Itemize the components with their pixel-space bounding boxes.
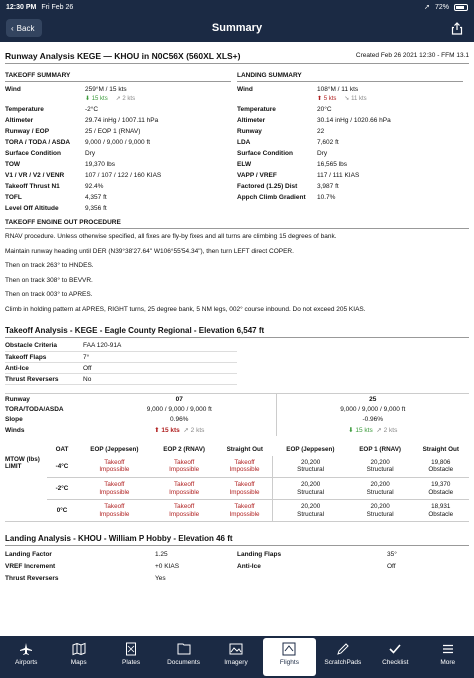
mtow-cell [273, 478, 348, 500]
cell-line1: 20,200 [370, 458, 390, 466]
tab-checklist[interactable] [369, 636, 421, 678]
row-value: 25 / EOP 1 (RNAV) [85, 128, 141, 135]
row-value: +0 KIAS [155, 563, 180, 570]
tab-plates[interactable] [105, 636, 157, 678]
mtow-cell [152, 456, 217, 478]
cell-line2: Structural [366, 510, 394, 518]
cell-line1: 20,200 [300, 503, 321, 510]
status-bar [0, 0, 474, 14]
share-button[interactable] [448, 19, 466, 37]
landing-row [5, 550, 237, 562]
status-time: 12:30 PM [6, 3, 37, 11]
table-row [5, 363, 237, 374]
landing-analysis [5, 550, 469, 586]
table-row [5, 425, 469, 436]
cell-line2: Impossible [99, 510, 130, 518]
procedure-line: Then on track 308° to BEVVR. [5, 276, 93, 284]
chevron-left-icon: ‹ [11, 23, 14, 33]
tailwind-value: 15 kts [161, 427, 180, 435]
cell-line2: Obstacle [428, 488, 454, 496]
col-header: EOP 2 (RNAV) [163, 445, 206, 453]
table-row [5, 394, 469, 405]
tab-documents[interactable] [157, 636, 209, 678]
tab-maps[interactable] [52, 636, 104, 678]
mtow-cell [273, 456, 348, 478]
landing-row [237, 193, 463, 204]
row-key: Level Off Altitude [5, 205, 59, 212]
landing-row [237, 138, 463, 149]
row-value: 9,000 / 9,000 / 9,000 ft [85, 139, 151, 146]
cell-line1: 20,200 [370, 503, 390, 510]
back-label: Back [16, 23, 35, 33]
row-key: ELW [237, 161, 252, 168]
slope-25: -0.96% [276, 415, 469, 426]
row-key: Obstacle Criteria [5, 341, 83, 352]
procedure-line: Then on track 003° to APRES. [5, 291, 93, 298]
landing-summary [237, 69, 469, 215]
pencil-icon [336, 642, 350, 656]
procedure-line: Maintain runway heading until DER (N39°38'27.64" W106°55'54.34"), then turn LEFT direct COPER. [5, 247, 294, 255]
documents-icon [177, 642, 191, 656]
mtow-cell [348, 500, 413, 522]
landing-row [237, 127, 463, 138]
row-value: 20°C [317, 106, 332, 113]
col-header: EOP (Jeppesen) [90, 445, 139, 453]
row-value: 107 / 107 / 122 / 160 KIAS [85, 172, 162, 179]
tora-label: TORA/TODA/ASDA [5, 405, 64, 413]
cell-line1: Takeoff [174, 503, 195, 510]
row-value: 92.4% [85, 183, 104, 190]
crosswind-component: ➚ 2 kts [183, 427, 205, 435]
landing-row [237, 149, 463, 160]
landing-row [237, 562, 469, 574]
crosswind-value: 2 kts [190, 427, 205, 435]
crosswind-value: 2 kts [383, 427, 398, 435]
cell-line2: Obstacle [428, 510, 454, 518]
table-row [5, 341, 237, 352]
cell-line1: Takeoff [234, 503, 255, 510]
takeoff-row [5, 127, 231, 138]
cell-line2: Structural [297, 510, 325, 518]
cell-line1: Takeoff [174, 458, 195, 466]
landing-row [237, 116, 463, 127]
crosswind-component: ➘ 11 kts [344, 96, 367, 102]
status-date: Fri Feb 26 [41, 3, 74, 11]
landing-row [237, 160, 463, 171]
table-row [5, 456, 469, 478]
row-value: 1.25 [155, 551, 168, 558]
cell-line2: Impossible [169, 510, 200, 518]
mtow-cell [77, 456, 152, 478]
tab-imagery[interactable] [210, 636, 262, 678]
headwind-component: ⬇ 15 kts [85, 96, 108, 102]
cell-line1: Takeoff [174, 481, 195, 488]
row-key: Runway [237, 128, 262, 135]
takeoff-row [5, 116, 231, 127]
runway-label: Runway [5, 395, 30, 403]
location-icon: ➚ [424, 4, 430, 11]
battery-percent: 72% [434, 3, 449, 11]
mtow-cell [217, 478, 273, 500]
crosswind-value: 11 kts [351, 96, 367, 102]
landing-analysis-right [237, 550, 469, 586]
row-key: Temperature [237, 106, 276, 113]
col-header: Straight Out [226, 445, 263, 453]
landing-analysis-title: Landing Analysis - KHOU - William P Hobby - Elevation 46 ft [5, 534, 469, 546]
row-key: Anti-Ice [237, 563, 261, 570]
takeoff-summary-title: TAKEOFF SUMMARY [5, 72, 231, 82]
tab-flights[interactable] [263, 638, 315, 676]
cell-line2: Impossible [229, 510, 260, 518]
row-key: TOW [5, 161, 21, 168]
checklist-icon [388, 642, 402, 656]
landing-row [237, 105, 463, 116]
mtow-cell [77, 500, 152, 522]
landing-row [237, 182, 463, 193]
mtow-label: MTOW (lbs) LIMIT [5, 456, 47, 522]
mtow-cell [413, 478, 469, 500]
headwind-value: 15 kts [91, 96, 108, 102]
tab-label: ScratchPads [324, 659, 362, 666]
tab-airports[interactable] [0, 636, 52, 678]
wind-label: Wind [237, 86, 253, 93]
tora-25: 9,000 / 9,000 / 9,000 ft [276, 404, 469, 415]
cell-line1: Takeoff [104, 481, 125, 488]
table-row [5, 374, 237, 385]
menu-icon [441, 642, 455, 656]
cell-line1: Takeoff [104, 458, 125, 466]
table-row [5, 500, 469, 522]
row-value: Dry [317, 150, 328, 157]
row-key: TORA / TODA / ASDA [5, 139, 71, 146]
cell-line1: Takeoff [234, 481, 255, 488]
row-key: Runway / EOP [5, 128, 50, 135]
winds-07 [83, 425, 276, 436]
airport-icon [19, 642, 33, 656]
table-header-row [5, 444, 469, 456]
wind-components [317, 95, 367, 104]
engine-out-procedure [5, 219, 469, 314]
row-value: 19,370 lbs [85, 161, 115, 168]
cell-line1: 19,370 [431, 481, 451, 488]
tab-scratchpads[interactable] [317, 636, 369, 678]
row-key: VAPP / VREF [237, 172, 277, 179]
takeoff-summary [5, 69, 237, 215]
row-key: Takeoff Flaps [5, 352, 83, 363]
cell-line2: Impossible [229, 466, 260, 474]
landing-summary-title: LANDING SUMMARY [237, 72, 463, 82]
landing-row [237, 550, 469, 562]
report-title: Runway Analysis KEGE — KHOU in N0C56X (560XL XLS+) [5, 50, 241, 61]
table-row [5, 415, 469, 426]
winds-25 [276, 425, 469, 436]
mtow-cell [348, 478, 413, 500]
runway-07: 07 [175, 395, 183, 403]
tab-label: Plates [122, 659, 141, 666]
oat-value: 0°C [47, 500, 77, 522]
row-key: Thrust Reversers [5, 374, 83, 385]
summary-columns [5, 69, 469, 215]
takeoff-row [5, 182, 231, 193]
col-header: Straight Out [422, 445, 459, 453]
tab-more[interactable] [422, 636, 474, 678]
oat-value: -2°C [47, 478, 77, 500]
row-value: 4,357 ft [85, 194, 107, 201]
cell-line2: Impossible [99, 488, 130, 496]
procedure-line: Then on track 263° to HNDES. [5, 262, 94, 269]
row-value: No [83, 374, 237, 385]
col-header: EOP 1 (RNAV) [359, 445, 401, 453]
crosswind-component: ➚ 2 kts [115, 96, 136, 102]
report-header [5, 48, 469, 64]
row-key: LDA [237, 139, 251, 146]
winds-label: Winds [5, 426, 25, 434]
battery-icon [454, 4, 468, 11]
engine-out-title: TAKEOFF ENGINE OUT PROCEDURE [5, 219, 469, 229]
row-key: VREF Increment [5, 563, 56, 570]
wind-components [85, 95, 135, 104]
takeoff-row [5, 105, 231, 116]
tab-bar [0, 636, 474, 678]
headwind-value: 15 kts [355, 427, 373, 435]
mtow-cell [348, 456, 413, 478]
mtow-cell [217, 456, 273, 478]
page-title: Summary [211, 22, 263, 34]
row-value: 35° [387, 551, 397, 558]
mtow-cell [413, 456, 469, 478]
row-key: Factored (1.25) Dist [237, 183, 298, 190]
mtow-cell [77, 478, 152, 500]
takeoff-rows [5, 105, 231, 215]
tab-label: Documents [167, 659, 200, 666]
tab-label: More [440, 659, 456, 666]
takeoff-row [5, 149, 231, 160]
cell-line2: Structural [366, 466, 394, 474]
row-key: Temperature [5, 106, 44, 113]
mtow-cell [217, 500, 273, 522]
oat-value: -4°C [47, 456, 77, 478]
takeoff-row [5, 160, 231, 171]
cell-line2: Obstacle [428, 466, 454, 474]
row-key: Altimeter [237, 117, 266, 124]
row-key: Surface Condition [5, 150, 61, 157]
row-key: Appch Climb Gradient [237, 194, 306, 201]
tailwind-component: ⬆ 15 kts [154, 427, 180, 435]
row-key: Landing Factor [5, 551, 52, 558]
cell-line2: Impossible [229, 488, 260, 496]
wind-main: 108°M / 11 kts [317, 86, 359, 93]
share-icon [451, 22, 463, 35]
headwind-component: ⬇ 15 kts [348, 427, 373, 435]
takeoff-row [5, 204, 231, 215]
procedure-line: Climb in holding pattern at APRES, RIGHT turns, 25 degree bank, 5 NM legs, 002° course inbound. Do not exceed 205 KIAS. [5, 305, 366, 313]
cell-line1: 20,200 [370, 481, 390, 488]
row-value: Off [387, 563, 396, 570]
table-row [5, 352, 237, 363]
row-value: Off [83, 363, 237, 374]
tab-label: Checklist [382, 659, 409, 666]
cell-line2: Structural [297, 466, 325, 474]
mtow-cell [413, 500, 469, 522]
summary-content[interactable] [0, 42, 474, 636]
row-value: 10.7% [317, 194, 336, 201]
cell-line1: 20,200 [300, 481, 321, 488]
table-row [5, 478, 469, 500]
row-value: 117 / 111 KIAS [317, 172, 360, 179]
takeoff-analysis-title: Takeoff Analysis - KEGE - Eagle County Regional - Elevation 6,547 ft [5, 326, 469, 338]
cell-line1: Takeoff [104, 503, 125, 510]
cell-line2: Structural [297, 488, 325, 496]
landing-row [237, 171, 463, 182]
plates-icon [124, 642, 138, 656]
oat-header: OAT [55, 445, 69, 453]
row-key: Thrust Reversers [5, 575, 59, 582]
imagery-icon [229, 642, 243, 656]
cell-line1: 20,200 [300, 458, 321, 466]
row-key: Altimeter [5, 117, 34, 124]
row-value: 7,602 ft [317, 139, 339, 146]
landing-row [5, 574, 237, 586]
wind-value [317, 85, 367, 104]
tailwind-value: 5 kts [323, 96, 337, 102]
table-row [5, 404, 469, 415]
cell-line2: Impossible [99, 466, 130, 474]
mtow-table [5, 444, 469, 523]
mtow-cell [152, 478, 217, 500]
row-value: 3,987 ft [317, 183, 339, 190]
cell-line2: Impossible [169, 466, 200, 474]
row-value: 16,565 lbs [317, 161, 347, 168]
row-value: Yes [155, 575, 166, 582]
map-icon [72, 642, 86, 656]
wind-main: 259°M / 15 kts [85, 86, 127, 93]
row-value: 9,356 ft [85, 205, 107, 212]
row-key: Landing Flaps [237, 551, 282, 558]
flights-icon [282, 642, 296, 656]
cell-line1: 19,806 [431, 458, 451, 466]
landing-wind-row [237, 85, 463, 105]
nav-bar [0, 14, 474, 42]
col-header: EOP (Jeppesen) [286, 445, 335, 453]
takeoff-row [5, 138, 231, 149]
cell-line1: 18,931 [431, 503, 451, 510]
cell-line2: Structural [366, 488, 394, 496]
row-key: V1 / VR / V2 / VENR [5, 172, 65, 179]
slope-07: 0.96% [170, 416, 189, 424]
report-created: Created Feb 26 2021 12:30 - FFM 13.1 [355, 52, 469, 59]
row-value: 29.74 inHg / 1007.11 hPa [85, 117, 159, 124]
tab-label: Airports [15, 659, 38, 666]
takeoff-settings-table [5, 341, 237, 386]
procedure-line: RNAV procedure. Unless otherwise specified, all fixes are fly-by fixes and all turns are climbing 15 degrees of bank. [5, 233, 337, 240]
row-value: -2°C [85, 106, 99, 113]
mtow-cell [273, 500, 348, 522]
row-key: Surface Condition [237, 150, 293, 157]
row-value: FAA 120-91A [83, 341, 237, 352]
landing-analysis-left [5, 550, 237, 586]
status-right [424, 3, 468, 11]
row-value: 7° [83, 352, 237, 363]
tab-label: Imagery [224, 659, 248, 666]
landing-rows [237, 105, 463, 204]
takeoff-wind-row [5, 85, 231, 105]
spacer-header [5, 444, 47, 456]
slope-label: Slope [5, 416, 23, 424]
wind-label: Wind [5, 86, 21, 93]
tailwind-component: ⬆ 5 kts [317, 96, 337, 102]
row-key: Takeoff Thrust N1 [5, 183, 60, 190]
crosswind-value: 2 kts [122, 96, 136, 102]
tab-label: Maps [70, 659, 87, 666]
row-value: 22 [317, 128, 325, 135]
wind-value [85, 85, 135, 104]
runway-25: 25 [276, 394, 469, 405]
landing-row [5, 562, 237, 574]
row-value: 30.14 inHg / 1020.66 hPa [317, 117, 391, 124]
tora-07: 9,000 / 9,000 / 9,000 ft [146, 405, 212, 413]
cell-line1: Takeoff [234, 458, 255, 466]
crosswind-component: ➚ 2 kts [376, 427, 398, 435]
row-key: Anti-Ice [5, 363, 83, 374]
runway-table [5, 393, 469, 436]
tab-label: Flights [279, 659, 299, 666]
cell-line2: Impossible [169, 488, 200, 496]
row-value: Dry [85, 150, 96, 157]
row-key: TOFL [5, 194, 22, 201]
back-button[interactable] [6, 19, 42, 37]
mtow-cell [152, 500, 217, 522]
takeoff-row [5, 193, 231, 204]
takeoff-row [5, 171, 231, 182]
